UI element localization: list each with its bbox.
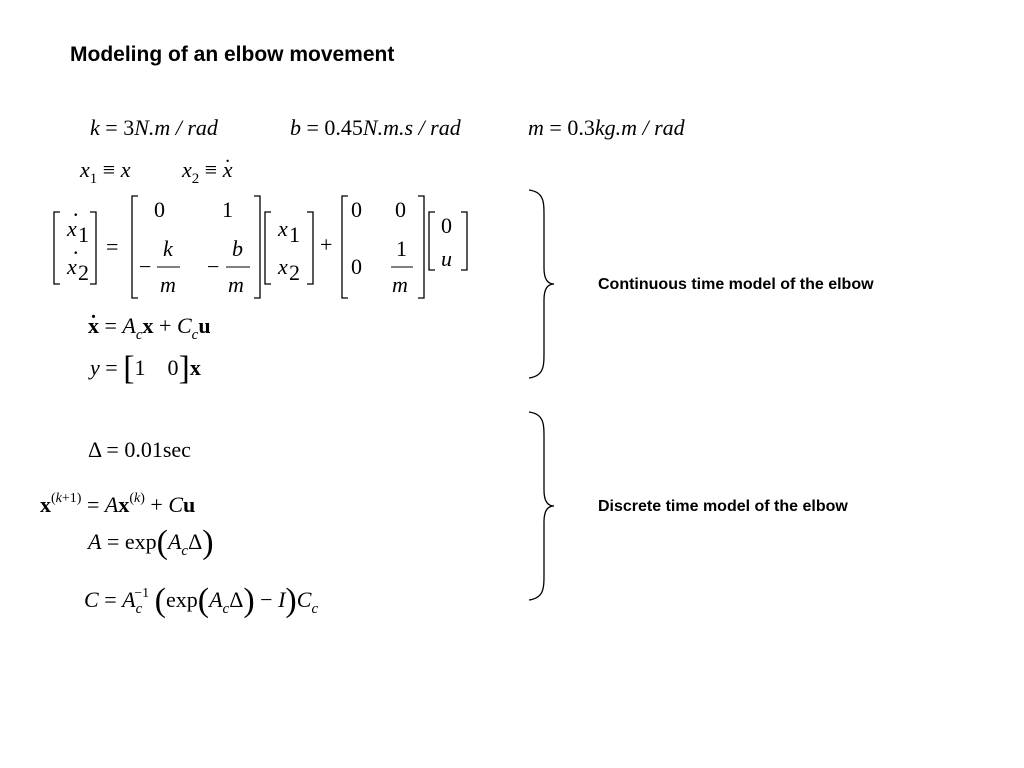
b22-numerator: 1	[396, 236, 407, 261]
b21: 0	[351, 254, 362, 279]
state-definition-x2: $x_2$ ≡ . x	[182, 156, 232, 193]
state-definition-x1: $x_1 \equiv x$	[80, 157, 131, 187]
xdot1-subscript: 1	[78, 222, 89, 247]
u1: 0	[441, 213, 452, 238]
discrete-update-equation: $x^{(k+1)} = Ax^{(k)} + Cu$	[40, 491, 196, 517]
param-m-unit: kg.m / rad	[594, 115, 685, 140]
xdot1-symbol: x	[67, 216, 77, 241]
continuous-state-equation	[40, 190, 480, 302]
xdot2-symbol: x	[67, 254, 77, 279]
continuous-model-label: Continuous time model of the elbow	[598, 276, 874, 293]
continuous-model-brace	[524, 186, 564, 382]
xdot2-dot: .	[73, 234, 79, 259]
param-b-unit: N.m.s / rad	[362, 115, 461, 140]
plus-sign: +	[320, 232, 333, 257]
a21-minus: −	[139, 254, 152, 279]
delta-unit: sec	[162, 437, 191, 462]
x2-subscript: 2	[289, 260, 300, 285]
a22-numerator: b	[232, 236, 243, 261]
discrete-C-definition: $C = A_c^{-1}$ $(\exp(A_c\Delta) - I)C_c$	[84, 582, 319, 619]
param-b: b = 0.45N.m.s / rad	[290, 115, 461, 140]
delta-value: 0.01	[124, 437, 163, 462]
a22-minus: −	[207, 254, 220, 279]
u2: u	[441, 246, 452, 271]
page-title: Modeling of an elbow movement	[70, 43, 395, 66]
param-k: k = 3N.m / rad	[90, 115, 218, 140]
discrete-A-definition: $A = \exp(A_c\Delta)$	[88, 524, 214, 561]
a12: 1	[222, 197, 233, 222]
b12: 0	[395, 197, 406, 222]
output-equation: y = [1 0]x	[90, 350, 201, 387]
discrete-model-brace	[524, 408, 564, 604]
param-m-value: 0.3	[567, 115, 595, 140]
b22-denominator: m	[392, 272, 408, 297]
x2-symbol: x	[278, 254, 288, 279]
x1-symbol: x	[278, 216, 288, 241]
sampling-interval: Δ = 0.01sec	[88, 437, 191, 462]
param-k-value: 3	[123, 115, 135, 140]
equals-sign: =	[106, 234, 119, 259]
a11: 0	[154, 197, 165, 222]
a22-denominator: m	[228, 272, 244, 297]
xdot1-dot: .	[73, 196, 79, 221]
x1-subscript: 1	[289, 222, 300, 247]
a21-denominator: m	[160, 272, 176, 297]
param-k-unit: N.m / rad	[134, 115, 218, 140]
a21-numerator: k	[163, 236, 173, 261]
param-m: m = 0.3kg.m / rad	[528, 115, 685, 140]
b11: 0	[351, 197, 362, 222]
continuous-compact-equation: . $x = A_cx + C_cu$	[88, 312, 211, 349]
xdot2-subscript: 2	[78, 260, 89, 285]
param-b-value: 0.45	[324, 115, 363, 140]
discrete-model-label: Discrete time model of the elbow	[598, 498, 848, 515]
